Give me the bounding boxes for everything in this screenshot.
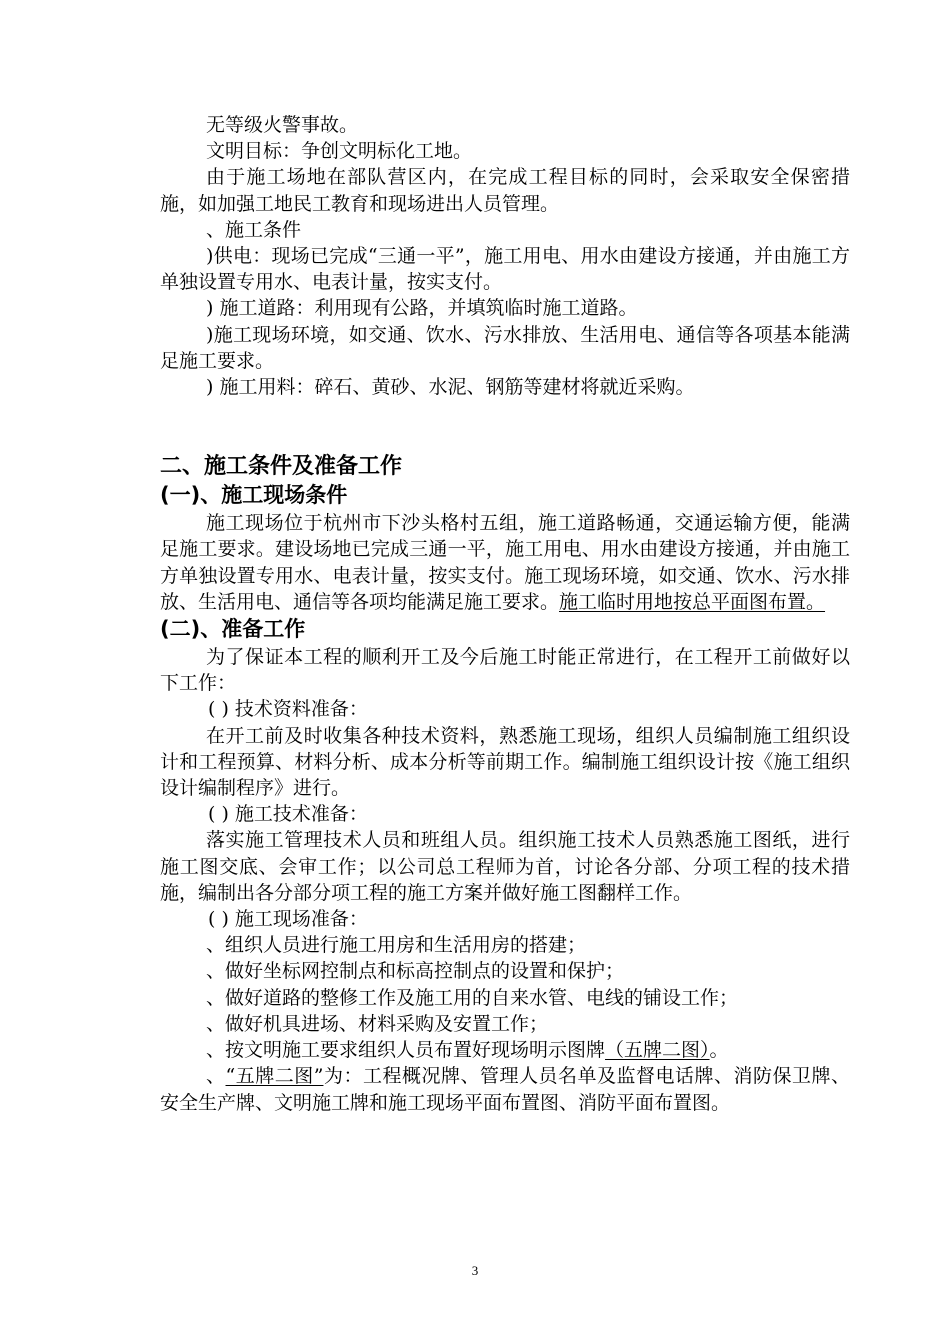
paragraph: 文明目标：争创文明标化工地。 — [206, 140, 473, 163]
underlined-text: “五牌二图” — [225, 1065, 324, 1088]
paragraph: ) 施工道路：利用现有公路，并填筑临时施工道路。 — [206, 297, 638, 320]
paragraph: 落实施工管理技术人员和班组人员。组织施工技术人员熟悉施工图纸，进行施工图交底、会审工作；以公司总工程师为首，讨论各分部、分项工程的技术措施，编制出各分部分项工程的施工方案并做好施工图翻样工作。 — [160, 829, 850, 904]
subsection-title: (一)、施工现场条件 — [160, 483, 348, 508]
list-item-text: 。 — [709, 1039, 729, 1062]
paragraph: )供电：现场已完成“三通一平”，施工用电、用水由建设方接通，并由施工方单独设置专用水、电表计量，按实支付。 — [160, 245, 850, 294]
paragraph: 、施工条件 — [206, 218, 302, 241]
paragraph — [160, 510, 850, 615]
list-item: 、做好坐标网控制点和标高控制点的设置和保护； — [206, 960, 625, 983]
underlined-text: 施工临时用地按总平面图布置。 — [559, 590, 826, 613]
list-item: 、组织人员进行施工用房和生活用房的搭建； — [206, 934, 587, 957]
section-title: 二、施工条件及准备工作 — [160, 454, 403, 480]
paragraph: ) 施工用料：碎石、黄砂、水泥、钢筋等建材将就近采购。 — [206, 376, 695, 399]
page-number: 3 — [471, 1263, 479, 1278]
list-item: 、做好道路的整修工作及施工用的自来水管、电线的铺设工作； — [206, 986, 739, 1009]
paragraph: )施工现场环境，如交通、饮水、污水排放、生活用电、通信等各项基本能满足施工要求。 — [160, 323, 850, 372]
list-item-text: 、按文明施工要求组织人员布置好现场明示图牌 — [206, 1039, 606, 1062]
list-item — [160, 1063, 850, 1115]
document-page — [160, 112, 850, 1116]
spacer — [160, 400, 850, 452]
list-item-text: 、 — [206, 1065, 226, 1088]
paragraph-text: 施工现场位于杭州市下沙头格村五组，施工道路畅通，交通运输方便，能满足施工要求。建设场地已完成三通一平，施工用电、用水由建设方接通，并由施工方单独设置专用水、电表计量，按实支付。施工现场环境，如交通、饮水、污水排放、生活用电、通信等各项均能满足施工要求。 — [160, 512, 850, 613]
paragraph: 为了保证本工程的顺利开工及今后施工时能正常进行，在工程开工前做好以下工作： — [160, 646, 850, 695]
list-item: 、做好机具进场、材料采购及安置工作； — [206, 1012, 549, 1035]
item-label: ( ) 施工现场准备： — [208, 908, 368, 931]
item-label: ( ) 施工技术准备： — [208, 803, 368, 826]
paragraph: 由于施工场地在部队营区内，在完成工程目标的同时，会采取安全保密措施，如加强工地民工教育和现场进出人员管理。 — [160, 166, 850, 215]
underlined-text: （五牌二图） — [605, 1039, 710, 1062]
paragraph: 在开工前及时收集各种技术资料，熟悉施工现场，组织人员编制施工组织设计和工程预算、材料分析、成本分析等前期工作。编制施工组织设计按《施工组织设计编制程序》进行。 — [160, 724, 850, 800]
list-item — [160, 1037, 850, 1063]
list-item-text: 为：工程概况牌、管理人员名单及监督电话牌、消防保卫牌、安全生产牌、文明施工牌和施工现场平面布置图、消防平面布置图。 — [160, 1065, 850, 1114]
item-label: ( ) 技术资料准备： — [208, 698, 368, 721]
paragraph: 无等级火警事故。 — [206, 114, 359, 136]
subsection-title: (二)、准备工作 — [160, 617, 306, 642]
